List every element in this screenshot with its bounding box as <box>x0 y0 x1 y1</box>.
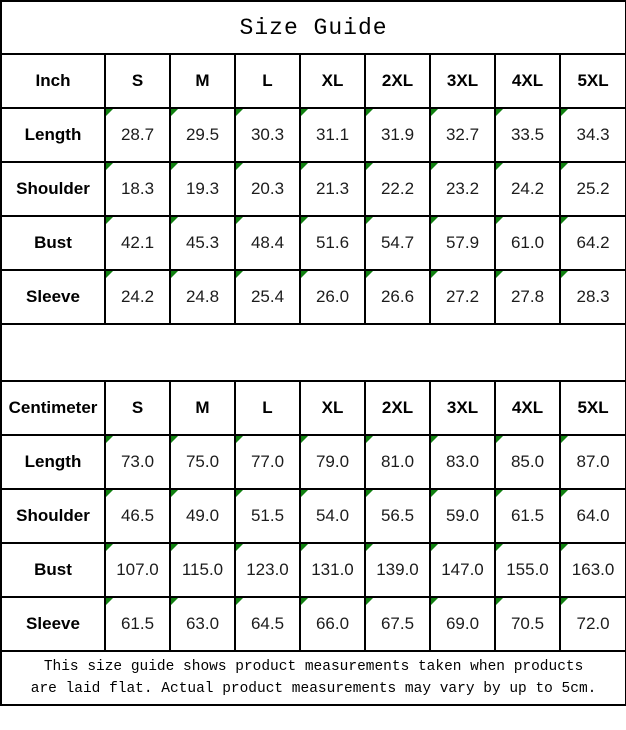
row-label-cell: Shoulder <box>1 162 105 216</box>
value-cell <box>560 216 626 270</box>
row-label-cell: Length <box>1 108 105 162</box>
cell-flag-triangle-icon <box>171 271 178 278</box>
cell-value: 59.0 <box>445 506 480 525</box>
value-cell <box>430 162 495 216</box>
cell-value: 75.0 <box>185 452 220 471</box>
header-row <box>1 54 626 108</box>
size-header-cell: S <box>105 381 170 435</box>
cell-flag-triangle-icon <box>171 163 178 170</box>
footer-note <box>1 651 626 705</box>
cell-flag-triangle-icon <box>301 598 308 605</box>
footer-note-line: This size guide shows product measurements taken when products <box>43 658 584 675</box>
cell-flag-triangle-icon <box>366 598 373 605</box>
value-cell <box>560 489 626 543</box>
cell-flag-triangle-icon <box>171 490 178 497</box>
cell-flag-triangle-icon <box>236 490 243 497</box>
cell-value: 115.0 <box>181 560 224 579</box>
cell-flag-triangle-icon <box>431 598 438 605</box>
cell-flag-triangle-icon <box>496 217 503 224</box>
cell-value: 51.5 <box>250 506 285 525</box>
row-label-cell: Sleeve <box>1 597 105 651</box>
cell-value: 69.0 <box>445 614 480 633</box>
value-cell <box>430 597 495 651</box>
footer-row <box>1 651 626 705</box>
value-cell <box>170 597 235 651</box>
cell-value: 20.3 <box>250 179 285 198</box>
value-cell <box>105 435 170 489</box>
cell-flag-triangle-icon <box>236 544 243 551</box>
value-cell <box>560 108 626 162</box>
cell-value: 28.7 <box>120 125 155 144</box>
size-header-cell: M <box>170 381 235 435</box>
header-row <box>1 381 626 435</box>
value-cell <box>300 597 365 651</box>
cell-flag-triangle-icon <box>561 436 568 443</box>
cell-flag-triangle-icon <box>561 109 568 116</box>
cell-flag-triangle-icon <box>431 217 438 224</box>
value-cell <box>170 270 235 324</box>
cell-flag-triangle-icon <box>366 163 373 170</box>
cell-value: 24.2 <box>510 179 545 198</box>
cell-value: 26.0 <box>315 287 350 306</box>
cell-flag-triangle-icon <box>431 436 438 443</box>
cell-value: 107.0 <box>116 560 159 579</box>
value-cell <box>365 162 430 216</box>
value-cell <box>495 597 560 651</box>
value-cell <box>560 435 626 489</box>
size-header-cell: 2XL <box>365 54 430 108</box>
cell-value: 51.6 <box>315 233 350 252</box>
value-cell <box>430 216 495 270</box>
value-cell <box>300 270 365 324</box>
cell-flag-triangle-icon <box>561 490 568 497</box>
cell-flag-triangle-icon <box>496 271 503 278</box>
cell-value: 64.5 <box>250 614 285 633</box>
cell-flag-triangle-icon <box>106 217 113 224</box>
value-cell <box>365 270 430 324</box>
cell-value: 131.0 <box>311 560 354 579</box>
cell-value: 48.4 <box>250 233 285 252</box>
value-cell <box>430 108 495 162</box>
cell-flag-triangle-icon <box>106 109 113 116</box>
cell-value: 66.0 <box>315 614 350 633</box>
cell-value: 54.0 <box>315 506 350 525</box>
value-cell <box>365 216 430 270</box>
cell-value: 123.0 <box>246 560 289 579</box>
table-row <box>1 543 626 597</box>
size-header-cell: XL <box>300 54 365 108</box>
unit-header-cell: Inch <box>1 54 105 108</box>
value-cell <box>430 543 495 597</box>
row-label-cell: Sleeve <box>1 270 105 324</box>
cell-value: 34.3 <box>576 125 610 144</box>
cell-value: 139.0 <box>376 560 419 579</box>
cell-flag-triangle-icon <box>106 544 113 551</box>
cell-flag-triangle-icon <box>106 598 113 605</box>
cell-value: 61.0 <box>510 233 545 252</box>
value-cell <box>495 489 560 543</box>
cell-flag-triangle-icon <box>496 598 503 605</box>
value-cell <box>235 489 300 543</box>
cell-flag-triangle-icon <box>106 436 113 443</box>
cell-flag-triangle-icon <box>301 436 308 443</box>
cell-flag-triangle-icon <box>171 436 178 443</box>
cell-value: 79.0 <box>315 452 350 471</box>
cell-flag-triangle-icon <box>171 598 178 605</box>
value-cell <box>105 108 170 162</box>
table-body <box>1 1 626 705</box>
value-cell <box>430 435 495 489</box>
cell-value: 155.0 <box>506 560 549 579</box>
value-cell <box>430 489 495 543</box>
cell-value: 77.0 <box>250 452 285 471</box>
cell-value: 29.5 <box>185 125 220 144</box>
cell-flag-triangle-icon <box>106 490 113 497</box>
row-label-cell: Shoulder <box>1 489 105 543</box>
cell-value: 21.3 <box>315 179 350 198</box>
value-cell <box>235 597 300 651</box>
cell-flag-triangle-icon <box>301 271 308 278</box>
footer-note-line: are laid flat. Actual product measurements may vary by up to 5cm. <box>30 681 597 697</box>
cell-flag-triangle-icon <box>431 490 438 497</box>
cell-flag-triangle-icon <box>431 544 438 551</box>
table-row <box>1 597 626 651</box>
value-cell <box>560 597 626 651</box>
cell-value: 24.8 <box>185 287 220 306</box>
value-cell <box>105 270 170 324</box>
cell-value: 56.5 <box>380 506 415 525</box>
value-cell <box>495 162 560 216</box>
cell-flag-triangle-icon <box>171 109 178 116</box>
spacer-row <box>1 324 626 381</box>
value-cell <box>495 216 560 270</box>
cell-flag-triangle-icon <box>301 217 308 224</box>
cell-value: 31.9 <box>380 125 415 144</box>
cell-value: 19.3 <box>185 179 220 198</box>
value-cell <box>300 489 365 543</box>
row-label-cell: Length <box>1 435 105 489</box>
value-cell <box>170 543 235 597</box>
value-cell <box>300 162 365 216</box>
cell-value: 57.9 <box>445 233 480 252</box>
cell-flag-triangle-icon <box>366 544 373 551</box>
cell-value: 45.3 <box>185 233 220 252</box>
cell-flag-triangle-icon <box>561 217 568 224</box>
cell-value: 25.4 <box>250 287 285 306</box>
value-cell <box>170 435 235 489</box>
size-header-cell: L <box>235 381 300 435</box>
cell-value: 73.0 <box>120 452 155 471</box>
cell-flag-triangle-icon <box>301 109 308 116</box>
cell-flag-triangle-icon <box>496 436 503 443</box>
cell-flag-triangle-icon <box>301 544 308 551</box>
cell-flag-triangle-icon <box>561 163 568 170</box>
cell-flag-triangle-icon <box>366 109 373 116</box>
cell-flag-triangle-icon <box>236 436 243 443</box>
cell-value: 72.0 <box>576 614 610 633</box>
value-cell <box>235 162 300 216</box>
value-cell <box>365 435 430 489</box>
cell-value: 27.8 <box>510 287 545 306</box>
cell-flag-triangle-icon <box>106 271 113 278</box>
cell-flag-triangle-icon <box>561 598 568 605</box>
cell-value: 22.2 <box>380 179 415 198</box>
cell-value: 81.0 <box>380 452 415 471</box>
value-cell <box>300 108 365 162</box>
cell-value: 163.0 <box>571 560 615 579</box>
value-cell <box>300 543 365 597</box>
cell-flag-triangle-icon <box>171 544 178 551</box>
value-cell <box>560 270 626 324</box>
cell-value: 63.0 <box>185 614 220 633</box>
cell-value: 32.7 <box>445 125 480 144</box>
value-cell <box>300 435 365 489</box>
cell-flag-triangle-icon <box>301 490 308 497</box>
cell-flag-triangle-icon <box>236 271 243 278</box>
size-header-cell: 5XL <box>560 381 626 435</box>
value-cell <box>235 543 300 597</box>
size-header-cell: L <box>235 54 300 108</box>
value-cell <box>365 489 430 543</box>
cell-value: 46.5 <box>120 506 155 525</box>
value-cell <box>105 162 170 216</box>
cell-value: 64.0 <box>576 506 610 525</box>
cell-flag-triangle-icon <box>496 544 503 551</box>
size-header-cell: 4XL <box>495 381 560 435</box>
table-row <box>1 108 626 162</box>
cell-value: 18.3 <box>120 179 155 198</box>
cell-flag-triangle-icon <box>366 490 373 497</box>
cell-value: 64.2 <box>576 233 610 252</box>
row-label-cell: Bust <box>1 543 105 597</box>
cell-flag-triangle-icon <box>106 163 113 170</box>
cell-flag-triangle-icon <box>431 163 438 170</box>
value-cell <box>235 435 300 489</box>
cell-value: 33.5 <box>510 125 545 144</box>
value-cell <box>105 216 170 270</box>
cell-value: 147.0 <box>441 560 484 579</box>
value-cell <box>235 216 300 270</box>
value-cell <box>495 543 560 597</box>
value-cell <box>560 162 626 216</box>
table-row <box>1 162 626 216</box>
size-header-cell: 2XL <box>365 381 430 435</box>
value-cell <box>235 270 300 324</box>
title-row <box>1 1 626 54</box>
cell-value: 54.7 <box>380 233 415 252</box>
value-cell <box>170 162 235 216</box>
cell-flag-triangle-icon <box>301 163 308 170</box>
cell-flag-triangle-icon <box>561 271 568 278</box>
table-row <box>1 216 626 270</box>
cell-flag-triangle-icon <box>236 217 243 224</box>
cell-flag-triangle-icon <box>366 436 373 443</box>
value-cell <box>560 543 626 597</box>
size-header-cell: XL <box>300 381 365 435</box>
cell-flag-triangle-icon <box>236 598 243 605</box>
cell-value: 85.0 <box>510 452 545 471</box>
cell-value: 83.0 <box>445 452 480 471</box>
cell-flag-triangle-icon <box>496 163 503 170</box>
cell-value: 30.3 <box>250 125 285 144</box>
cell-value: 28.3 <box>576 287 610 306</box>
cell-flag-triangle-icon <box>496 109 503 116</box>
row-label-cell: Bust <box>1 216 105 270</box>
value-cell <box>105 543 170 597</box>
value-cell <box>300 216 365 270</box>
cell-value: 31.1 <box>315 125 350 144</box>
cell-value: 23.2 <box>445 179 480 198</box>
value-cell <box>365 543 430 597</box>
cell-flag-triangle-icon <box>236 163 243 170</box>
table-row <box>1 489 626 543</box>
value-cell <box>365 108 430 162</box>
size-header-cell: 3XL <box>430 54 495 108</box>
cell-value: 27.2 <box>445 287 480 306</box>
cell-value: 61.5 <box>510 506 545 525</box>
size-header-cell: M <box>170 54 235 108</box>
value-cell <box>170 489 235 543</box>
spacer-cell <box>1 324 626 381</box>
cell-flag-triangle-icon <box>561 544 568 551</box>
value-cell <box>170 108 235 162</box>
cell-flag-triangle-icon <box>496 490 503 497</box>
value-cell <box>495 270 560 324</box>
value-cell <box>495 108 560 162</box>
cell-flag-triangle-icon <box>366 217 373 224</box>
value-cell <box>235 108 300 162</box>
cell-value: 49.0 <box>185 506 220 525</box>
cell-value: 70.5 <box>510 614 545 633</box>
cell-flag-triangle-icon <box>431 109 438 116</box>
cell-value: 26.6 <box>380 287 415 306</box>
cell-value: 61.5 <box>120 614 155 633</box>
value-cell <box>365 597 430 651</box>
cell-flag-triangle-icon <box>236 109 243 116</box>
value-cell <box>170 216 235 270</box>
cell-value: 25.2 <box>576 179 610 198</box>
cell-flag-triangle-icon <box>431 271 438 278</box>
table-row <box>1 270 626 324</box>
table-row <box>1 435 626 489</box>
cell-value: 24.2 <box>120 287 155 306</box>
value-cell <box>105 597 170 651</box>
cell-flag-triangle-icon <box>171 217 178 224</box>
size-header-cell: 4XL <box>495 54 560 108</box>
size-header-cell: 5XL <box>560 54 626 108</box>
size-header-cell: 3XL <box>430 381 495 435</box>
cell-value: 67.5 <box>380 614 415 633</box>
size-header-cell: S <box>105 54 170 108</box>
value-cell <box>105 489 170 543</box>
unit-header-cell: Centimeter <box>1 381 105 435</box>
cell-value: 42.1 <box>120 233 155 252</box>
value-cell <box>495 435 560 489</box>
cell-flag-triangle-icon <box>366 271 373 278</box>
page-title: Size Guide <box>1 1 626 54</box>
cell-value: 87.0 <box>576 452 610 471</box>
value-cell <box>430 270 495 324</box>
